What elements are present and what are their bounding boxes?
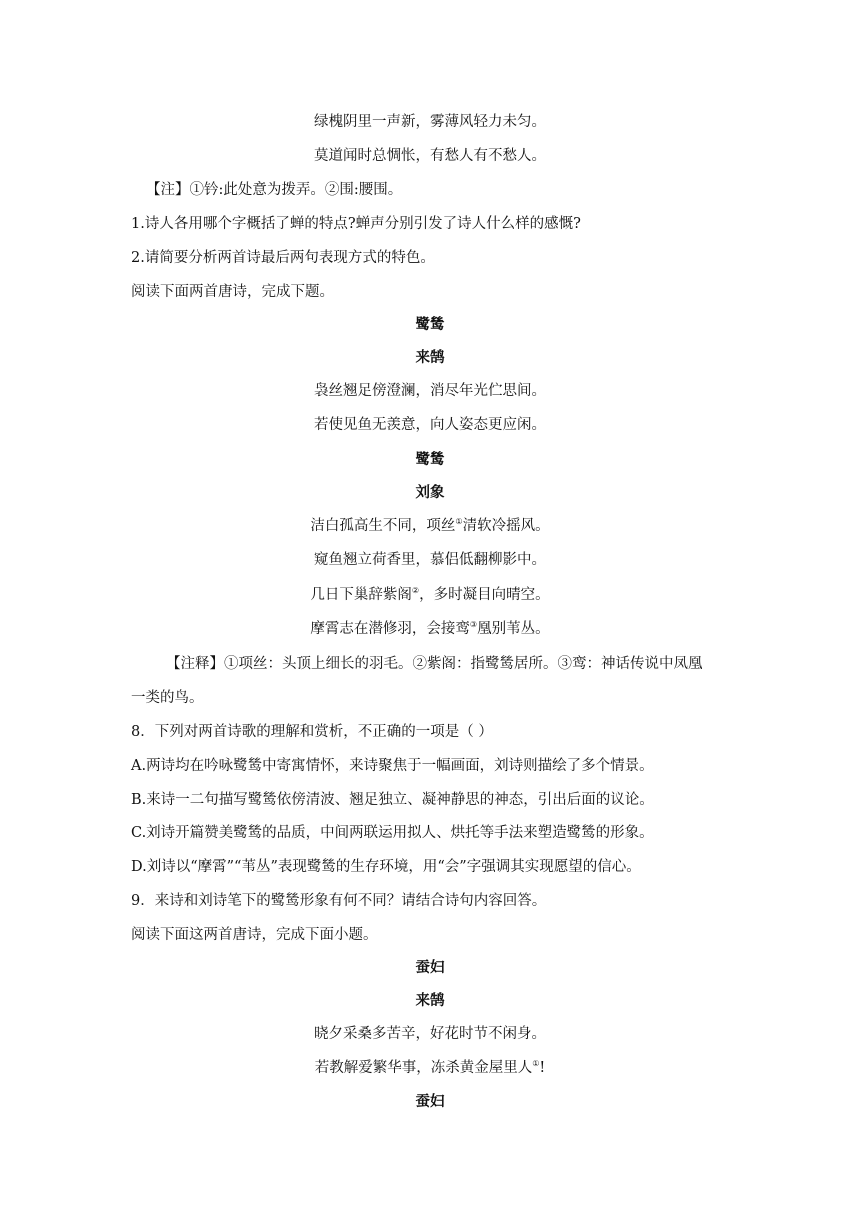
poem-title: 鹭鸶 <box>415 451 445 468</box>
poem-text: ! <box>539 1060 546 1076</box>
poem-line <box>0 619 860 639</box>
footnote-mark: ③ <box>469 620 478 629</box>
poem-line: 若使见鱼无羡意，向人姿态更应闲。 <box>314 417 546 433</box>
poem-author: 来鹄 <box>415 992 445 1009</box>
option-d: D.刘诗以“摩霄”“苇丛”表现鹭鸶的生存环境，用“会”字强调其实现愿望的信心。 <box>131 859 641 875</box>
poem-text: 几日下巢辞紫阁 <box>310 587 412 603</box>
option-a: A.两诗均在吟咏鹭鸶中寄寓情怀，来诗聚焦于一幅画面，刘诗则描绘了多个情景。 <box>131 758 654 774</box>
question-1: 1.诗人各用哪个字概括了蝉的特点?蝉声分别引发了诗人什么样的感慨? <box>131 216 581 232</box>
reading-intro: 阅读下面两首唐诗，完成下题。 <box>131 284 334 300</box>
poem-title: 蚕妇 <box>415 1093 445 1110</box>
question-2: 2.请简要分析两首诗最后两句表现方式的特色。 <box>131 250 435 266</box>
question-8: 8．下列对两首诗歌的理解和赏析，不正确的一项是（ ） <box>131 724 493 740</box>
option-b: B.来诗一二句描写鹭鸶依傍清波、翘足独立、凝神静思的神态，引出后面的议论。 <box>131 792 654 808</box>
poem-text: 若教解爱繁华事，冻杀黄金屋里人 <box>314 1060 533 1076</box>
note: 【注】①钤:此处意为拨弄。②围:腰围。 <box>146 182 403 198</box>
poem-line <box>0 516 860 536</box>
poem-text: 洁白孤高生不同，项丝 <box>310 518 456 534</box>
annotation-continued: 一类的鸟。 <box>131 690 204 706</box>
poem-text: ，多时凝目向晴空。 <box>419 587 550 603</box>
poem-line: 晓夕采桑多苦辛，好花时节不闲身。 <box>314 1026 546 1042</box>
reading-intro: 阅读下面这两首唐诗，完成下面小题。 <box>131 927 378 943</box>
question-9: 9．来诗和刘诗笔下的鹭鸶形象有何不同？请结合诗句内容回答。 <box>131 893 547 909</box>
poem-text: 摩霄志在潜修羽，会接鸾 <box>310 621 470 637</box>
option-c: C.刘诗开篇赞美鹭鸶的品质，中间两联运用拟人、烘托等手法来塑造鹭鸶的形象。 <box>131 825 654 841</box>
poem-line <box>0 1058 860 1078</box>
footnote-mark: ① <box>455 517 463 526</box>
poem-line: 莫道闻时总惆怅，有愁人有不愁人。 <box>314 148 546 164</box>
poem-text: 清软冷摇风。 <box>462 518 550 534</box>
poem-title: 蚕妇 <box>415 959 445 976</box>
annotation: 【注释】①项丝：头顶上细长的羽毛。②紫阁：指鹭鸶居所。③鸾：神话传说中凤凰 <box>166 656 703 672</box>
poem-line: 窥鱼翘立荷香里，慕侣低翻柳影中。 <box>314 552 546 568</box>
poem-line: 绿槐阴里一声新，雾薄风轻力未匀。 <box>314 114 546 130</box>
poem-author: 来鹄 <box>415 349 445 366</box>
footnote-mark: ① <box>532 1059 540 1068</box>
poem-line: 袅丝翘足傍澄澜，消尽年光伫思间。 <box>314 383 546 399</box>
poem-line <box>0 585 860 605</box>
poem-text: 凰别苇丛。 <box>477 621 550 637</box>
poem-author: 刘象 <box>415 484 445 501</box>
footnote-mark: ② <box>411 586 420 595</box>
poem-title: 鹭鸶 <box>415 316 445 333</box>
